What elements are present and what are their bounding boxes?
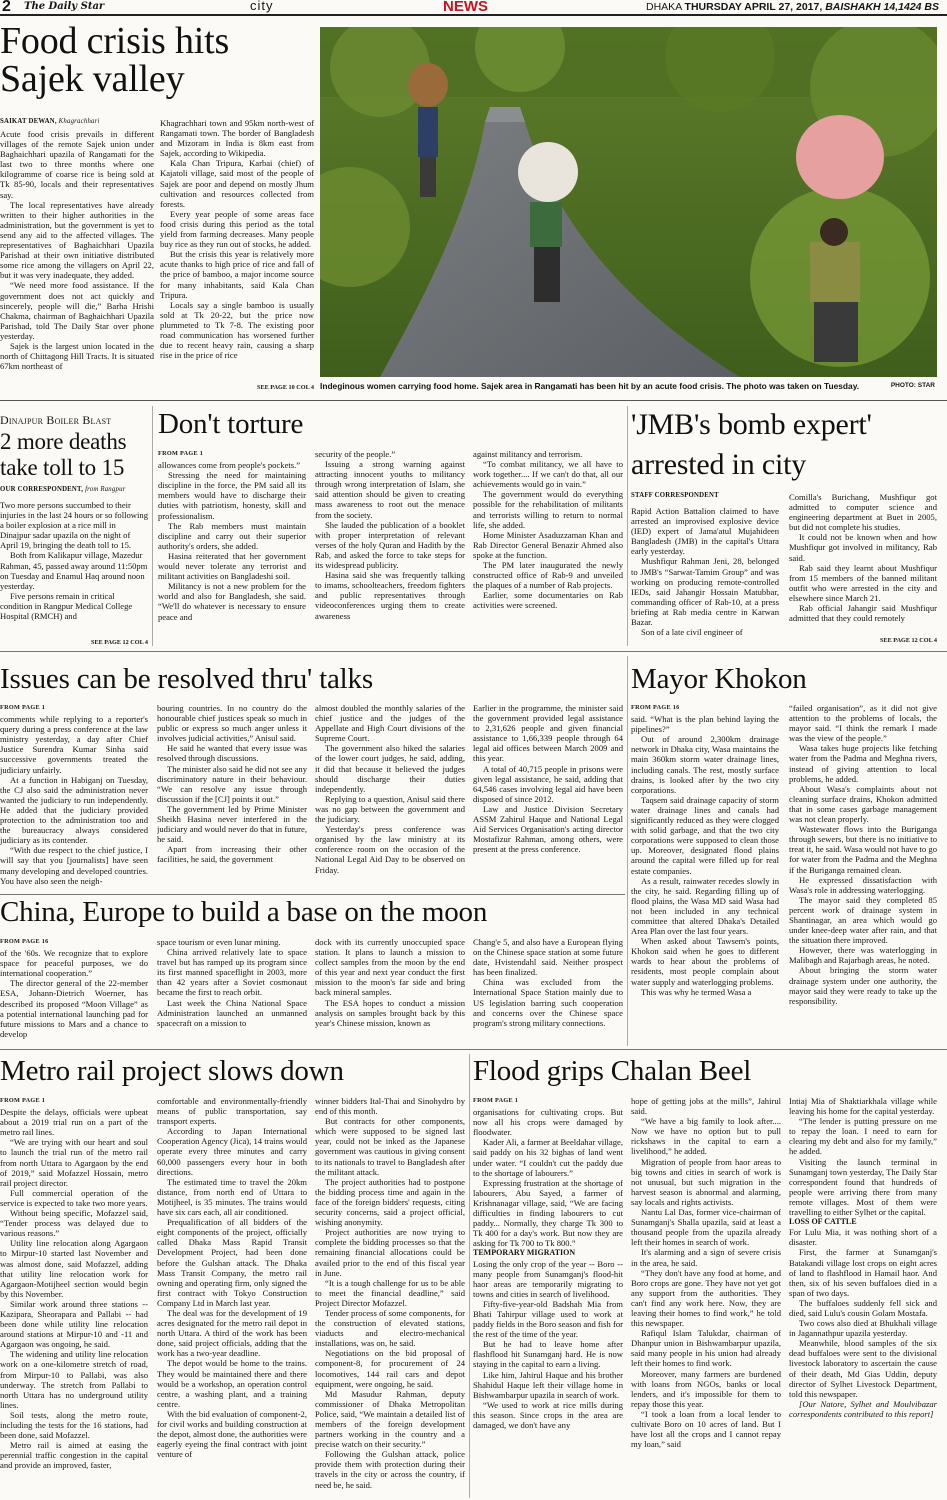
boiler-byline — [0, 486, 150, 493]
paragraph: Acute food crisis prevails in different villages of the remote Sajek union under Baghaichhari upazila of Rangamati for the last two to three months where one kilogramme of coarse rice is being sold at Tk 85-90, locals and their representatives say. — [0, 129, 154, 200]
from-page-label: FROM PAGE 1 — [0, 1097, 46, 1104]
paragraph: Fifty-five-year-old Badshah Mia from Bhati Tahirpur village used to work at paddy fields in the Boro season and fish for the rest of the time of the year. — [473, 1298, 623, 1340]
paragraph: She lauded the publication of a booklet with proper interpretation of relevant verses of the holy Quran and Hadith by the Rab, and asked the force to take steps for its widespread publicity. — [315, 519, 465, 571]
paragraph: The Rab members must maintain discipline and carry out their superior authority's orders, she added. — [158, 520, 306, 551]
paragraph: Rapid Action Battalion claimed to have arrested an improvised explosive device (IED) expert of Jama'atul Mujahideen Bangladesh (JMB) in the capital's Uttara early yesterday. — [631, 506, 779, 557]
paragraph: comments while replying to a reporter's query during a press conference at the law ministry yesterday, a day after Chief Justice Surendra Kumar Sinha said successive governments treated the judiciary unfairly. — [0, 714, 148, 775]
paragraph: space tourism or even lunar mining. — [157, 937, 281, 947]
paragraph: Son of a late civil engineer of — [641, 627, 743, 638]
paragraph: First, the farmer at Sunamganj's Batakandi village lost crops on eight acres of land to flashflood in Hamail haor. And then, six of his seven buffaloes died in a span of two days. — [789, 1247, 937, 1298]
paragraph: Similar work around three stations -- Kazipara, Sheorapara and Pallabi -- had been done while utility line relocation around stations at Mirpur-10 and -11 and Agargaon was ongoing, he said. — [0, 1298, 148, 1350]
paragraph: The director general of the 22-member ESA, Johann-Dietrich Woerner, has described its proposed “Moon Village” as a potential international launching pad for future missions to Mars and a chance to develop — [0, 978, 148, 1039]
paragraph: The government would do everything possible for the rehabilitation of militants and terrorists willing to return to normal life, she added. — [473, 489, 623, 530]
talks-col1 — [0, 703, 148, 891]
paragraph: At a function in Habiganj on Tuesday, the CJ also said the administration never wanted the judiciary to run independently. He added that the judiciary provided protection to the administration too and the bureaucracy always considered judiciary as its contender. — [0, 774, 148, 846]
from-page-label: FROM PAGE 1 — [0, 704, 46, 711]
jmb-headline-line1: 'JMB's bomb expert' — [631, 408, 872, 441]
paragraph: “It is a tough challenge for us to be able to meet the financial deadline,” said Project Director Mofazzel. — [315, 1277, 465, 1308]
section-label: city — [250, 0, 274, 13]
paragraph: allowances come from people's pockets.” — [158, 460, 301, 471]
china-col2 — [157, 937, 307, 1043]
paragraph: Wasa takes huge projects like fetching water from the Padma and Meghna rivers, instead of giving attention to local problems, he added. — [789, 743, 937, 784]
paragraph: It's alarming and a sign of severe crisis in the area, he said. — [631, 1247, 781, 1268]
paragraph: The PM later inaugurated the newly constructed office of Rab-9 and unveiled the plaques of a number of Rab projects. — [473, 560, 623, 591]
paragraph: “failed organisation”, as it did not give attention to the problems of locals, the mayor said. “I think the remark I made was the view of the people.” — [789, 703, 937, 744]
paragraph: Prequalification of all bidders of the eight components of the project, officially called Dhaka Mass Rapid Transit Development Project, had been done before the Gulshan attack. The Dhaka Mass Transit Company, the metro rail owning and operating firm, only signed the first contract with Tokyo Construction Company Ltd in March last year. — [157, 1217, 307, 1308]
metro-col3 — [315, 1096, 465, 1498]
from-page-label: FROM PAGE 16 — [631, 704, 680, 711]
paragraph: Soil tests, along the metro route, including the tests for the 16 stations, had been done, said Mofazzel. — [0, 1409, 148, 1441]
torture-col1 — [158, 449, 306, 649]
jmb-byline: STAFF CORRESPONDENT — [631, 492, 719, 499]
talks-col3 — [315, 703, 465, 891]
paragraph: The local representatives have already written to their higher authorities in the administration, but the government is yet to send any aid to the affected villages. The representatives of Baghaichhari Upazila Parishad at their own initiative distributed some rice among the villagers on April 22, but it was very inadequate, they added. — [0, 199, 154, 281]
jmb-headline-line2: arrested in city — [631, 448, 807, 481]
paragraph: Issuing a strong warning against attracting innocent youths to militancy through wrong interpretation of Islam, she said attention should be given to creating mass awareness to root out the menace from the society. — [315, 459, 465, 520]
paragraph: “We are trying with our heart and soul to launch the trial run of the metro rail from north Uttara to Agargaon by the end of 2019,” said Mofazzel Hossain, metro rail project director. — [0, 1137, 148, 1188]
paragraph: This was why he termed Wasa a — [641, 986, 752, 997]
paragraph: Hasina said she was frequently talking to imams, schoolteachers, freedom fighters and public representatives through videoconferences urging them to create awareness — [315, 570, 465, 621]
jmb-col1 — [631, 506, 779, 646]
paragraph: Kader Ali, a farmer at Beeldahar village, said paddy on his 32 bighas of land went under water. “I couldn't cut the paddy due to the shortage of labourers.” — [473, 1137, 623, 1178]
paragraph: Replying to a question, Anisul said there was no gap between the government and the judiciary. — [315, 793, 465, 825]
talks-col4 — [473, 703, 623, 891]
paragraph: Despite the delays, officials were upbeat about a 2019 trial run on a part of the metro rail lines. — [0, 1107, 148, 1138]
china-col3 — [315, 937, 465, 1043]
paragraph: Kala Chan Tripura, Karbai (chief) of Kajatoli village, said most of the people of Sajek are poor and depend on mostly Jhum cultivation and resources collected from forests. — [160, 158, 314, 209]
china-headline: China, Europe to build a base on the moon — [0, 896, 488, 928]
paragraph: Every year people of some areas face food crisis during this period as the total yield from farming decreases. Many people buy rice as they run out of stocks, he added. — [160, 208, 314, 250]
khokon-col2 — [789, 703, 937, 1043]
paragraph: Law and Justice Division Secretary ASSM Zahirul Haque and National Legal Aid Services Organisation's acting director Mostafizur Rahman, among others, were present at the press conference. — [473, 803, 623, 855]
paragraph: Earlier, some documentaries on Rab activities were screened. — [473, 590, 623, 611]
paragraph: Sajek is the largest union located in the north of Chittagong Hill Tracts. It is situated 67km northeast of — [0, 340, 154, 372]
paragraph: Full commercial operation of the service is expected to take two more years. — [0, 1187, 148, 1208]
paragraph: The project authorities had to postpone the bidding process time and again in the face of the foreign bidders' requests, citing security concerns, said a project official, wishing anonymity. — [315, 1176, 465, 1228]
paragraph: The ESA hopes to conduct a mission analysis on samples brought back by this year's Chinese mission, known as — [315, 997, 465, 1028]
paragraph: Both from Kalikapur village, Mazedur Rahman, 45, passed away around 11:50pm on Tuesday and Enamul Haq around noon yesterday. — [0, 550, 148, 591]
paragraph: Following the Gulshan attack, police provide them with protection during their travels in the city or across the country, if need be, he said. — [315, 1449, 465, 1490]
indigenous-women-road-photo — [320, 27, 937, 377]
paragraph: The government also hiked the salaries of the lower court judges, he said, adding, it did that because it believed the judges should discharge their duties independently. — [315, 743, 465, 794]
sajek-col1 — [0, 129, 154, 391]
paragraph: Metro rail is aimed at easing the perennial traffic congestion in the capital and provide an improved, faster, — [0, 1440, 148, 1471]
paragraph: comfortable and environmentally-friendly means of public transportation, say transport experts. — [157, 1096, 307, 1127]
subheading: TEMPORARY MIGRATION — [473, 1248, 576, 1258]
paragraph: “We have a big family to look after.... Now we have no option but to pull rickshaws in the capital to earn a livelihood,” he added. — [631, 1116, 781, 1157]
paragraph: winner bidders Ital-Thai and Sinohydro by end of this month. — [315, 1096, 465, 1117]
paragraph: The deal was for the development of 19 acres designated for the metro rail depot in north Uttara. A third of the work has been done, said project officials, adding that the work has a two-year deadline. — [157, 1307, 307, 1359]
subheading: LOSS OF CATTLE — [789, 1217, 857, 1227]
paragraph: When asked about Tawsem's points, Khokon said when he goes to different wards to hear about the problems of residents, most people complain about water supply and waterlogging problems. — [631, 936, 779, 987]
sajek-see-page: SEE PAGE 10 COL 4 — [257, 384, 314, 391]
paragraph: of the '60s. We recognize that to explore space for peaceful purposes, we do international cooperation.” — [0, 948, 148, 979]
paragraph: Militancy is not a new problem for the world and also for Bangladesh, she said. “We'll do whatever is necessary to ensure peace and — [158, 581, 306, 622]
metro-col1 — [0, 1096, 148, 1498]
paragraph: Meanwhile, blood samples of the six dead buffaloes were sent to the divisional livestock laboratory to ascertain the cause of their death, Md Gias Uddin, deputy director of Sylhet Livestock Department, told this newspaper. — [789, 1338, 937, 1399]
paragraph: Project authorities are now trying to complete the bidding processes so that the remaining financial allocations could be availed prior to the end of this fiscal year in June. — [315, 1227, 465, 1278]
torture-headline: Don't torture — [158, 408, 304, 440]
paragraph: Rab said they learnt about Mushfiqur from 15 members of the banned militant outfit who were arrested in the city and elsewhere since March 21. — [789, 562, 937, 603]
dateline — [646, 1, 939, 13]
dateline-baishakh: BAISHAKH 14,1424 BS — [825, 1, 939, 13]
divider — [0, 894, 625, 895]
paragraph: The estimated time to travel the 20km distance, from north end of Uttara to Motijheel, is 35 minutes. The trains would have six cars each, all air conditioned. — [157, 1176, 307, 1218]
paragraph: Mushfiqur Rahman Jeni, 28, belonged to JMB's “Sarwat-Tamim Group” and was working on producing remote-controlled IEDs, said Jahangir Hossain Matubbar, commanding officer of Rab-10, at a press briefing at Rab media centre in Karwan Bazar. — [631, 556, 779, 628]
paragraph: Earlier in the programme, the minister said the government provided legal assistance to 2,31,626 people and given financial assistance to 1,66,339 people through 64 legal aid offices between March 2009 and this year. — [473, 703, 623, 764]
divider — [627, 406, 628, 646]
paragraph: However, there was waterlogging in Malibagh and Rajarbagh areas, he noted. — [789, 945, 937, 966]
divider — [627, 656, 628, 1046]
khokon-headline: Mayor Khokon — [631, 663, 807, 695]
dateline-city: DHAKA — [646, 1, 682, 13]
paragraph: Negotiations on the bid proposal of component-8, for procurement of 24 locomotives, 144 rail cars and depot equipment, were ongoing, he said. — [315, 1348, 465, 1389]
paragraph: Nantu Lal Das, former vice-chairman of Sunamganj's Shalla upazila, said at least a thousand people from the upazila already left their homes in search of work. — [631, 1207, 781, 1248]
paragraph: Two cows also died at Bhukhali village in Jagannathpur upazila yesterday. — [789, 1318, 937, 1339]
paragraph: Home Minister Asaduzzaman Khan and Rab Director General Benazir Ahmed also spoke at the function. — [473, 529, 623, 560]
from-page-label: FROM PAGE 16 — [0, 938, 49, 945]
paragraph: Stressing the need for maintaining discipline in the force, the PM said all its members would have to discharge their duties with patriotism, honesty, skill and professionalism. — [158, 470, 306, 521]
paragraph: The widening and utility line relocation work on a one-kilometre stretch of road, from Mirpur-10 to Pallabi, was also underway. The stretch from Pallabi to north Uttara has no underground utility lines. — [0, 1349, 148, 1410]
paragraph: With the bid evaluation of component-2, for civil works and building construction at the depot, almost done, the authorities were eagerly eyeing the final contract with joint venture of — [157, 1408, 307, 1460]
paragraph: About Wasa's complaints about not cleaning surface drains, Khokon admitted that in some cases garbage management was not clean properly. — [789, 783, 937, 825]
paragraph: The government led by Prime Minister Sheikh Hasina never interfered in the judiciary and would never do that in future, he said. — [157, 803, 307, 845]
page-header — [0, 0, 947, 16]
paragraph: As a result, rainwater recedes slowly in the city, he said. Regarding filling up of flood plains, the Wasa MD said Wasa had not been included in any technical committee that altered Dhaka's Detailed Area Plan over the last four years. — [631, 875, 779, 937]
paragraph: Wastewater flows into the Buriganga through sewers, but there is no initiative to treat it, he said. Wasa would not have to go for water from the Padma and the Meghna if the Buriganga remained clean. — [789, 824, 937, 875]
paragraph: A total of 40,715 people in prisons were given legal assistance, he said, adding that 64,546 cases involving legal aid have been disposed of since 2012. — [473, 763, 623, 804]
contributors-note: [Our Natore, Sylhet and Moulvibazar correspondents contributed to this report] — [789, 1398, 937, 1419]
paragraph: But contracts for other components, which were supposed to be signed last year, could not be inked as the Japanese government was cautious in giving consent to its nationals to travel to Bangladesh after the militant attack. — [315, 1116, 465, 1177]
divider — [0, 1049, 947, 1050]
paragraph: security of the people.” — [315, 449, 396, 459]
chalan-col1 — [473, 1096, 623, 1498]
paragraph: organisations for cultivating crops. But now all his crops were damaged by floodwater. — [473, 1107, 623, 1138]
chalan-col2 — [631, 1096, 781, 1498]
paragraph: Visiting the launch terminal in Sunamganj town yesterday, The Daily Star correspondent found that hundreds of people were arriving there from many remote villages. Most of them were travelling to either Sylhet or the capital. — [789, 1156, 937, 1218]
boiler-headline-line2: take toll to 15 — [0, 455, 125, 480]
talks-headline: Issues can be resolved thru' talks — [0, 663, 373, 695]
photo-caption — [320, 381, 937, 391]
paragraph: Comilla's Burichang, Mushfiqur got admitted to computer science and engineering department at Buet in 2005, but did not complete his studies. — [789, 492, 937, 533]
paragraph: The mayor said they completed 85 percent work of drainage system in Shantinagar, an area which would go under knee-deep water after rain, and that the situation there improved. — [789, 894, 937, 946]
paragraph: Utility line relocation along Agargaon to Mirpur-10 started last November and was almost done, said Mofazzel, adding that utility line relocation work for Agargaon-Motijheel section would begin by this November. — [0, 1238, 148, 1299]
masthead-logo: The Daily Star — [24, 1, 105, 12]
paragraph: The minister also said he did not see any discriminatory nature in their behaviour. “We can resolve any issue through discussion if the [CJ] points it out.” — [157, 763, 307, 804]
paragraph: Losing the only crop of the year -- Boro -- many people from Sunamganj's flood-hit haor areas are temporarily migrating to towns and cities in search of livelihood. — [473, 1258, 623, 1299]
paragraph: “They don't have any food at home, and Boro crops are gone. They have not yet got any support from the authorities. They can't find any work here. Now, they are leaving their homes to find work,” he told this newspaper. — [631, 1267, 781, 1329]
from-page-label: FROM PAGE 1 — [158, 450, 204, 457]
paragraph: The buffaloes suddenly fell sick and died, said Lulu's cousin Golam Mostafa. — [789, 1297, 937, 1318]
paragraph: Locals say a single bamboo is usually sold at Tk 20-22, but the price now plummeted to Tk 7-8. The existing poor road communication has worsened further due to recent heavy rain, causing a sharp rise in the price of rice — [160, 299, 314, 361]
torture-col3 — [473, 449, 623, 649]
divider — [469, 1054, 470, 1498]
divider — [0, 400, 947, 401]
paragraph: “I took a loan from a local lender to cultivate Boro on 10 acres of land. But I have lost all the crops and I cannot repay my loan,” said — [631, 1408, 781, 1450]
paragraph: He said he wanted that every issue was resolved through discussions. — [157, 743, 307, 764]
boiler-see-page: SEE PAGE 12 COL 4 — [91, 639, 148, 646]
china-col4 — [473, 937, 623, 1043]
paragraph: against militancy and terrorism. — [473, 449, 583, 459]
paragraph: Last week the China National Space Administration launched an unmanned spacecraft on a mission to — [157, 997, 307, 1028]
photo-credit: PHOTO: STAR — [890, 382, 935, 389]
paragraph: almost doubled the monthly salaries of the chief justice and the judges of the Appellate and High Court divisions of the Supreme Court. — [315, 703, 465, 744]
photo-caption-text: Indeginous women carrying food home. Sajek area in Rangamati has been hit by an acute food crisis. The photo was taken on Tuesday. — [320, 381, 860, 391]
page-number: 2 — [2, 0, 11, 15]
paragraph: For Lulu Mia, it was nothing short of a disaster. — [789, 1227, 937, 1248]
paragraph: According to Japan International Cooperation Agency (Jica), 14 trains would operate every three minutes and carry 60,000 passengers every hour in both directions. — [157, 1126, 307, 1177]
boiler-byline-name: OUR CORRESPONDENT, — [0, 486, 84, 493]
divider — [152, 406, 153, 646]
paragraph: Two more persons succumbed to their injuries in the last 24 hours or so following a boiler explosion at a rice mill in Dinajpur sadar upazila on the night of April 19, bringing the death toll to 15. — [0, 500, 148, 551]
paragraph: Moreover, many farmers are burdened with loans from NGOs, banks or local lenders, and it's impossible for them to repay those this year. — [631, 1368, 781, 1409]
torture-col2 — [315, 449, 465, 649]
paragraph: Taqsem said drainage capacity of storm water drainage lines and canals had significantly reduced as they were clogged with solid garbage, and that the two city corporations were supposed to clean those up. Moreover, designated flood plains around the capital were filled up for real estate companies. — [631, 794, 779, 876]
paragraph: “The lender is putting pressure on me to repay the loan. I need to earn for clearing my debt and also for my family,” he added. — [789, 1116, 937, 1157]
paragraph: But the crisis this year is relatively more acute thanks to high price of rice and fall of the price of bamboo, a major income source for many inhabitants, said Kala Chan Tripura. — [160, 249, 314, 300]
paragraph: Md Masudur Rahman, deputy commissioner of Dhaka Metropolitan Police, said, “We maintain a detailed list of members of the foreign development partners working in the country and a precise watch on their security.” — [315, 1388, 465, 1450]
sajek-byline — [0, 118, 160, 125]
paragraph: “With due respect to the chief justice, I will say that you [journalists] have seen many developing and developed countries. You have also seen the neigh- — [0, 845, 148, 886]
paragraph: Like him, Jahirul Haque and his brother Shahidul Haque left their village home in Bishwambarpur upazila in search of work. — [473, 1369, 623, 1400]
paragraph: hope of getting jobs at the mills”, Jahirul said. — [631, 1096, 781, 1117]
boiler-kicker: Dinajpur Boiler Blast — [0, 413, 112, 427]
divider — [0, 651, 947, 652]
metro-col2 — [157, 1096, 307, 1498]
sajek-col2 — [160, 118, 314, 381]
paragraph: Out of around 2,300km drainage network in Dhaka city, Wasa maintains the main 360km storm water drainage lines, including canals. The rest, mostly surface drains, is looked after by the two city corporations. — [631, 734, 779, 795]
sajek-byline-place: Khagrachhari — [58, 118, 100, 125]
khokon-col1 — [631, 703, 779, 1043]
paragraph: dock with its currently unoccupied space station. It plans to launch a mission to collect samples from the moon by the end of this year and next year conduct the first mission to the moon's far side and bring back mineral samples. — [315, 937, 465, 998]
paragraph: Migration of people from haor areas to big towns and cities in search of work is not unusual, but such migration in the harvest season is abnormal and alarming, say locals and rights activists. — [631, 1156, 781, 1207]
metro-headline: Metro rail project slows down — [0, 1055, 344, 1087]
paragraph: Khagrachhari town and 95km north-west of Rangamati town. The border of Bangladesh and Mizoram in India is 8km east from Sajek, according to Wikipedia. — [160, 118, 314, 159]
photo-illustration — [320, 27, 937, 377]
paragraph: China was excluded from the International Space Station mainly due to US legislation barring such cooperation and concerns over the Chinese space program's strong military connections. — [473, 977, 623, 1028]
dateline-date: THURSDAY APRIL 27, 2017, — [684, 1, 823, 13]
from-page-label: FROM PAGE 1 — [473, 1097, 519, 1104]
boiler-body — [0, 500, 148, 638]
paragraph: Five persons remain in critical condition in Rangpur Medical College Hospital (RMCH) and — [0, 590, 133, 622]
category-label: NEWS — [443, 0, 488, 15]
paragraph: “To combat militancy, we all have to work together.... If we can't do that, all our achievements would go in vain.” — [473, 459, 623, 490]
jmb-col2 — [789, 492, 937, 636]
paragraph: About bringing the storm water drainage system under one authority, the mayor said they were ready to take up the responsibility. — [789, 965, 937, 1006]
paragraph: It could not be known when and how Mushfiqur got involved in militancy, Rab said. — [789, 532, 937, 563]
paragraph: Tender process of some components, for the construction of elevated stations, viaducts and electro-mechanical installations, was on, he said. — [315, 1307, 465, 1349]
paragraph: Rafiqul Islam Talukdar, chairman of Dhanpur union in Bishwambarpur upazila, said many people in his union had already left their homes to find work. — [631, 1328, 781, 1369]
paragraph: He expressed dissatisfaction with Wasa's role in addressing waterlogging. — [789, 874, 937, 895]
paragraph: Intiaj Mia of Shaktiarkhala village while leaving his home for the capital yesterday. — [789, 1096, 937, 1117]
paragraph: “We used to work at rice mills during this season. Since crops in the area are damaged, we don't have any — [473, 1399, 623, 1430]
paragraph: “We need more food assistance. If the government does not act quickly and sincerely, people will die,” Barha Hrishi Chakma, chairman of Baghaichhari Upazila Parishad, told The Daily Star over phone yesterday. — [0, 280, 154, 341]
sajek-byline-name: SAIKAT DEWAN, — [0, 118, 57, 125]
chalan-col3 — [789, 1096, 937, 1498]
paragraph: Yesterday's press conference was organised by the law ministry at its conference room on the occasion of the National Legal Aid Day to be observed on Friday. — [315, 824, 465, 875]
paragraph: But he had to leave home after flashflood hit Sunamganj hard. He is now staying in the capital to earn a living. — [473, 1339, 623, 1370]
jmb-see-page: SEE PAGE 12 COL 4 — [880, 637, 937, 644]
china-col1 — [0, 937, 148, 1043]
paragraph: Without being specific, Mofazzel said, “Tender process was delayed due to various reasons.” — [0, 1208, 148, 1239]
talks-col2 — [157, 703, 307, 891]
paragraph: China arrived relatively late to space travel but has ramped up its program since its first manned spaceflight in 2003, more than 42 years after a Soviet cosmonaut became the first to reach orbit. — [157, 947, 307, 998]
paragraph: The depot would be home to the trains. They would be maintained there and there would be a workshop, an operation control centre, a washing plant, and a training centre. — [157, 1358, 307, 1409]
paragraph: Expressing frustration at the shortage of labourers, Abu Sayed, a farmer of Krishnanagar village, said, “We are facing difficulties in finding labourers to cut paddy... Normally, they charge Tk 300 to Tk 400 for a day's work. But now they are asking for Tk 700 to Tk 800.” — [473, 1177, 623, 1249]
paragraph: Hasina reiterated that her government would never tolerate any terrorist and militant activities on Bangladeshi soil. — [158, 550, 306, 582]
boiler-byline-place: from Rangpur — [85, 486, 126, 493]
paragraph: Apart from increasing their other facilities, he said, the government — [157, 844, 307, 865]
sajek-headline: Food crisis hits Sajek valley — [0, 20, 230, 100]
paragraph: Chang'e 5, and also have a European flying on the Chinese space station at some future date, Hvistendahl said. Neither prospect has been finalized. — [473, 937, 623, 978]
paragraph: Rab official Jahangir said Mushfiqur admitted that they could remotely — [789, 603, 937, 624]
boiler-headline-line1: 2 more deaths — [0, 429, 127, 454]
chalan-headline: Flood grips Chalan Beel — [473, 1055, 752, 1087]
paragraph: said. “What is the plan behind laying the pipelines?” — [631, 714, 779, 735]
paragraph: bouring countries. In no country do the honourable chief justices speak so much in public or express so much anger unless it involves judicial activities,” Anisul said. — [157, 703, 307, 744]
